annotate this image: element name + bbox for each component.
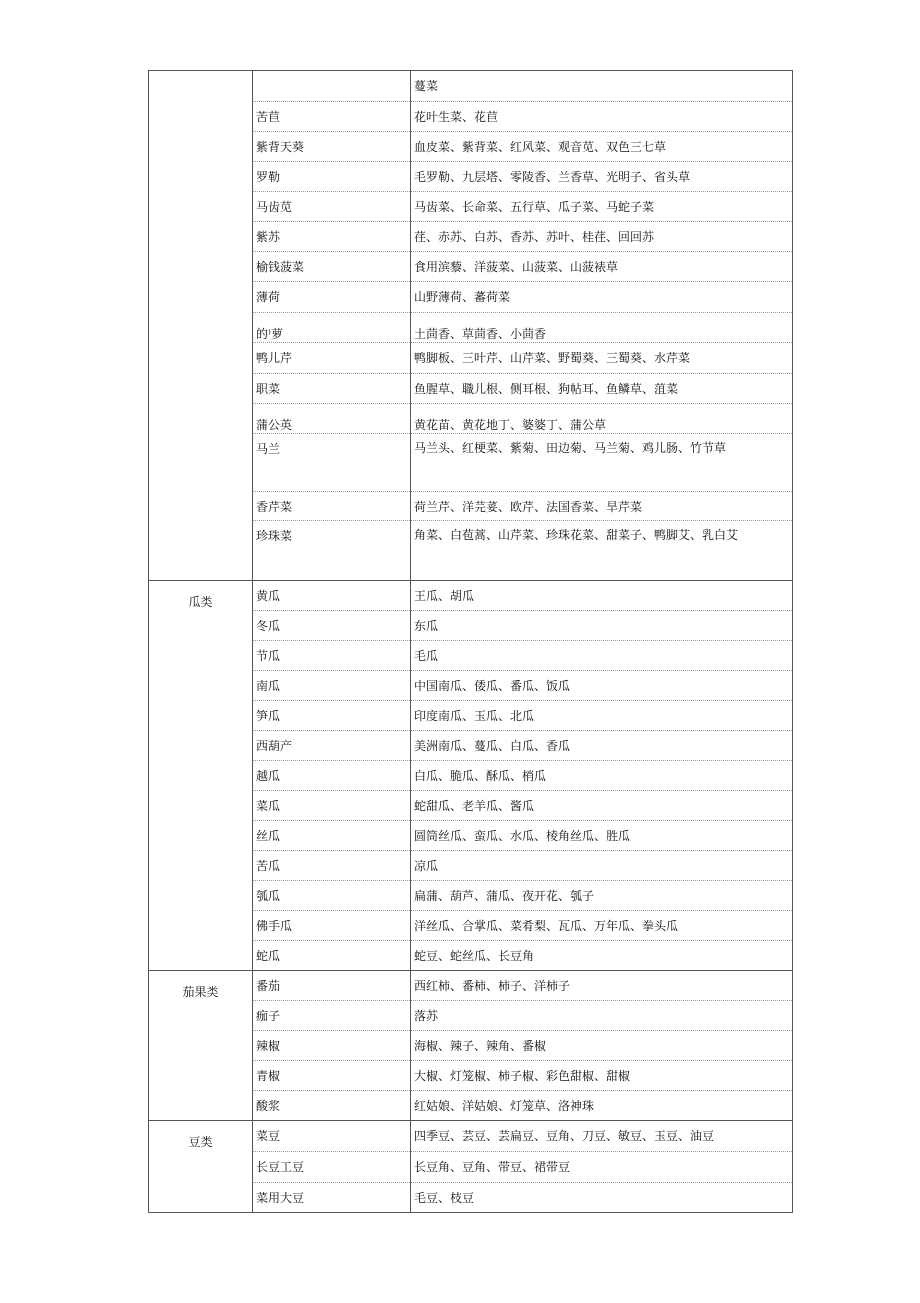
vegetable-alias: 红姑娘、洋姑娘、灯笼草、洛神珠 — [414, 1099, 595, 1113]
vegetable-alias: 花叶生菜、花苣 — [414, 110, 499, 124]
vegetable-alias: 扁蒲、葫芦、蒲瓜、夜开花、瓠子 — [414, 889, 595, 903]
vegetable-alias-cell — [411, 941, 793, 971]
vegetable-alias-cell — [411, 282, 793, 313]
vegetable-alias-cell — [411, 911, 793, 941]
vegetable-name-cell — [253, 1091, 411, 1121]
vegetable-name-cell — [253, 581, 411, 611]
vegetable-alias: 鸭脚板、三叶芹、山芹菜、野蜀葵、三蜀葵、水芹菜 — [414, 351, 691, 365]
vegetable-alias: 洋丝瓜、合掌瓜、菜肴梨、瓦瓜、万年瓜、拳头瓜 — [414, 919, 679, 933]
vegetable-name: 痂子 — [256, 1009, 281, 1023]
vegetable-alias: 落苏 — [414, 1009, 439, 1023]
vegetable-name-cell — [253, 252, 411, 282]
vegetable-alias-cell — [411, 791, 793, 821]
vegetable-name: 菜用大豆 — [256, 1191, 305, 1205]
vegetable-name: 马兰 — [256, 442, 281, 456]
vegetable-name-cell — [253, 911, 411, 941]
vegetable-name: 紫背天葵 — [256, 140, 305, 154]
vegetable-name-cell — [253, 1183, 411, 1213]
vegetable-alias-cell — [411, 821, 793, 851]
vegetable-name: 西葫产 — [256, 739, 293, 753]
vegetable-alias: 毛瓜 — [414, 649, 439, 663]
vegetable-name: 长豆工豆 — [256, 1160, 305, 1174]
vegetable-name-cell — [253, 941, 411, 971]
vegetable-alias-cell — [411, 581, 793, 611]
vegetable-name-cell — [253, 971, 411, 1001]
vegetable-name: 辣椒 — [256, 1039, 281, 1053]
vegetable-alias-cell — [411, 71, 793, 102]
vegetable-alias-cell — [411, 701, 793, 731]
vegetable-alias-cell — [411, 102, 793, 132]
table-body — [149, 71, 793, 1213]
vegetable-name: 马齿苋 — [256, 200, 293, 214]
vegetable-alias: 圆筒丝瓜、蛮瓜、水瓜、棱角丝瓜、胜瓜 — [414, 829, 631, 843]
vegetable-name-cell — [253, 1001, 411, 1031]
vegetable-alias: 荏、赤苏、白苏、香苏、苏叶、桂荏、回回苏 — [414, 230, 655, 244]
vegetable-alias-cell — [411, 671, 793, 701]
vegetable-name: 职菜 — [256, 382, 281, 396]
vegetable-alias-cell — [411, 1183, 793, 1213]
vegetable-alias-cell — [411, 343, 793, 374]
vegetable-alias: 血皮菜、紫背菜、红风菜、观音苋、双色三七草 — [414, 140, 667, 154]
vegetable-alias-cell — [411, 162, 793, 192]
vegetable-name: 蛇瓜 — [256, 949, 281, 963]
vegetable-alias-cell — [411, 1152, 793, 1183]
category-cell — [149, 71, 253, 581]
vegetable-alias-cell — [411, 851, 793, 881]
vegetable-alias: 海椒、辣子、辣角、番椒 — [414, 1039, 547, 1053]
vegetable-name: 罗勒 — [256, 170, 281, 184]
vegetable-name: 青椒 — [256, 1069, 281, 1083]
vegetable-name-cell — [253, 492, 411, 521]
vegetable-name: 珍珠菜 — [256, 529, 293, 543]
vegetable-name-cell — [253, 611, 411, 641]
vegetable-name-cell — [253, 1121, 411, 1152]
vegetable-name-cell — [253, 791, 411, 821]
vegetable-alias: 四季豆、芸豆、芸扁豆、豆角、刀豆、敏豆、玉豆、油豆 — [414, 1129, 715, 1143]
vegetable-alias-cell — [411, 1001, 793, 1031]
vegetable-name-cell — [253, 374, 411, 404]
vegetable-alias-cell — [411, 1121, 793, 1152]
vegetable-alias-document — [148, 70, 793, 1213]
category-cell: 茄果类 — [149, 971, 253, 1121]
vegetable-alias: 山野薄荷、蕃荷菜 — [414, 290, 511, 304]
vegetable-name-cell — [253, 1031, 411, 1061]
vegetable-alias-cell — [411, 521, 793, 581]
vegetable-name: 节瓜 — [256, 649, 281, 663]
vegetable-name-cell — [253, 71, 411, 102]
vegetable-name: 苦苣 — [256, 110, 281, 124]
vegetable-name: 苦瓜 — [256, 859, 281, 873]
vegetable-name: 鸭儿芹 — [256, 351, 293, 365]
vegetable-name-cell — [253, 313, 411, 343]
vegetable-name: 黄瓜 — [256, 589, 281, 603]
vegetable-alias: 马齿菜、长命菜、五行草、瓜子菜、马蛇子菜 — [414, 200, 655, 214]
vegetable-alias: 毛罗勒、九层塔、零陵香、兰香草、光明子、省头草 — [414, 170, 691, 184]
vegetable-alias-cell — [411, 222, 793, 252]
vegetable-alias: 白瓜、脆瓜、酥瓜、梢瓜 — [414, 769, 547, 783]
vegetable-name: 的⁾萝 — [256, 327, 283, 341]
vegetable-alias-cell — [411, 252, 793, 282]
vegetable-name-cell — [253, 521, 411, 581]
vegetable-name-cell — [253, 731, 411, 761]
vegetable-name-cell — [253, 1152, 411, 1183]
vegetable-alias-cell — [411, 731, 793, 761]
vegetable-name: 蒲公英 — [256, 418, 293, 432]
vegetable-alias-cell — [411, 492, 793, 521]
vegetable-name: 菜瓜 — [256, 799, 281, 813]
vegetable-name-cell — [253, 701, 411, 731]
vegetable-alias: 中国南瓜、倭瓜、番瓜、饭瓜 — [414, 679, 571, 693]
vegetable-name-cell — [253, 851, 411, 881]
vegetable-alias-cell — [411, 971, 793, 1001]
vegetable-name: 笋瓜 — [256, 709, 281, 723]
vegetable-name: 丝瓜 — [256, 829, 281, 843]
vegetable-alias-cell — [411, 404, 793, 434]
vegetable-alias: 荷兰芹、洋芫荽、欧芹、法国香菜、旱芹菜 — [414, 500, 643, 514]
vegetable-name: 榆钱菠菜 — [256, 260, 305, 274]
vegetable-alias: 王瓜、胡瓜 — [414, 589, 475, 603]
vegetable-name-cell — [253, 671, 411, 701]
vegetable-alias-cell — [411, 192, 793, 222]
vegetable-alias-cell — [411, 1031, 793, 1061]
vegetable-alias: 角菜、白苞蒿、山芹菜、珍珠花菜、甜菜子、鸭脚艾、乳白艾 — [414, 528, 739, 542]
vegetable-alias: 黄花苗、黄花地丁、婆婆丁、蒲公草 — [414, 418, 607, 432]
table-row — [149, 1121, 793, 1152]
vegetable-name: 佛手瓜 — [256, 919, 293, 933]
table-row — [149, 971, 793, 1001]
vegetable-alias: 美洲南瓜、蔓瓜、白瓜、香瓜 — [414, 739, 571, 753]
category-cell: 瓜类 — [149, 581, 253, 971]
vegetable-name-cell — [253, 761, 411, 791]
vegetable-alias-cell — [411, 132, 793, 162]
vegetable-alias: 鱼腥草、職儿根、侧耳根、狗帖耳、鱼鳞草、菹菜 — [414, 382, 679, 396]
vegetable-name-cell — [253, 881, 411, 911]
vegetable-name: 薄荷 — [256, 290, 281, 304]
table-row — [149, 71, 793, 102]
vegetable-alias: 马兰头、红梗菜、紫菊、田边菊、马兰菊、鸡儿肠、竹节草 — [414, 441, 727, 455]
category-cell: 豆类 — [149, 1121, 253, 1213]
vegetable-name: 瓠瓜 — [256, 889, 281, 903]
vegetable-name: 紫苏 — [256, 230, 281, 244]
vegetable-alias: 土茴香、草茴香、小茴香 — [414, 327, 547, 341]
vegetable-name-cell — [253, 132, 411, 162]
vegetable-alias: 凉瓜 — [414, 859, 439, 873]
vegetable-name-cell — [253, 222, 411, 252]
vegetable-alias-table — [148, 70, 793, 1213]
vegetable-alias: 毛豆、枝豆 — [414, 1191, 475, 1205]
vegetable-name — [256, 71, 407, 78]
vegetable-name: 越瓜 — [256, 769, 281, 783]
vegetable-name: 番茄 — [256, 979, 281, 993]
vegetable-name: 南瓜 — [256, 679, 281, 693]
vegetable-alias: 东瓜 — [414, 619, 439, 633]
vegetable-alias-cell — [411, 1091, 793, 1121]
vegetable-name-cell — [253, 821, 411, 851]
vegetable-name: 酸浆 — [256, 1099, 281, 1113]
vegetable-name-cell — [253, 192, 411, 222]
vegetable-name-cell — [253, 434, 411, 492]
vegetable-alias: 蔓菜 — [414, 79, 439, 93]
vegetable-name-cell — [253, 282, 411, 313]
vegetable-name-cell — [253, 102, 411, 132]
vegetable-alias: 大椒、灯笼椒、柿子椒、彩色甜椒、甜椒 — [414, 1069, 631, 1083]
vegetable-alias-cell — [411, 881, 793, 911]
vegetable-alias-cell — [411, 1061, 793, 1091]
vegetable-alias: 蛇甜瓜、老羊瓜、酱瓜 — [414, 799, 535, 813]
vegetable-alias: 印度南瓜、玉瓜、北瓜 — [414, 709, 535, 723]
vegetable-name-cell — [253, 1061, 411, 1091]
vegetable-alias-cell — [411, 374, 793, 404]
vegetable-name-cell — [253, 343, 411, 374]
vegetable-alias-cell — [411, 313, 793, 343]
vegetable-alias: 蛇豆、蛇丝瓜、长豆角 — [414, 949, 535, 963]
vegetable-name: 冬瓜 — [256, 619, 281, 633]
vegetable-alias: 长豆角、豆角、带豆、裙带豆 — [414, 1160, 571, 1174]
vegetable-alias-cell — [411, 641, 793, 671]
vegetable-name: 菜豆 — [256, 1129, 281, 1143]
vegetable-name-cell — [253, 641, 411, 671]
vegetable-alias: 西红柿、番柿、柿子、洋柿子 — [414, 979, 571, 993]
vegetable-name-cell — [253, 404, 411, 434]
vegetable-name-cell — [253, 162, 411, 192]
vegetable-alias-cell — [411, 434, 793, 492]
vegetable-alias: 食用滨藜、洋菠菜、山菠菜、山菠裱草 — [414, 260, 619, 274]
vegetable-alias-cell — [411, 611, 793, 641]
table-row — [149, 581, 793, 611]
vegetable-alias-cell — [411, 761, 793, 791]
vegetable-name: 香芹菜 — [256, 500, 293, 514]
